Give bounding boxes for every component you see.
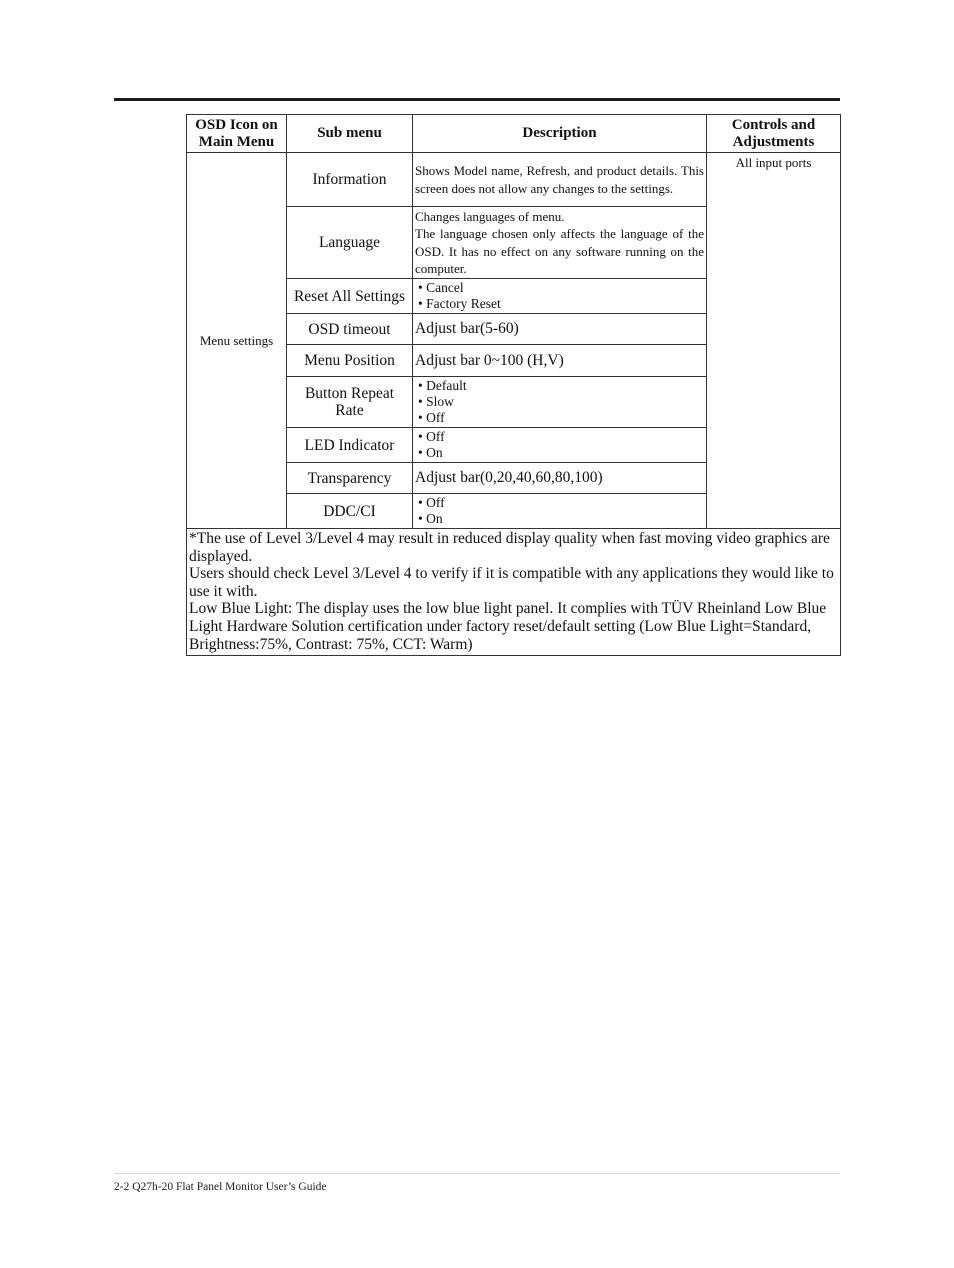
note-low-blue-light: Low Blue Light: The display uses the low blue light panel. It complies with TÜV Rheinland Low Blue Light Hardware Solution certification under factory reset/default setting (Low Blue Light=Standard, Brightness:75%, Contrast: 75%, CCT: Warm): [189, 600, 827, 653]
description-cell: [413, 207, 707, 279]
notes-cell: [187, 529, 841, 656]
sub-menu-cell: Information: [287, 153, 413, 207]
header-controls: Controls and Adjustments: [707, 115, 841, 153]
option-item: • Default: [418, 378, 467, 393]
header-osd-icon: OSD Icon on Main Menu: [187, 115, 287, 153]
options-cell: [413, 279, 707, 314]
sub-menu-cell: Button Repeat Rate: [287, 377, 413, 428]
note-level-quality: *The use of Level 3/Level 4 may result in reduced display quality when fast moving video graphics are displayed.: [189, 530, 830, 565]
top-rule: [114, 98, 840, 101]
option-item: • On: [418, 445, 443, 460]
header-sub-menu: Sub menu: [287, 115, 413, 153]
sub-menu-cell: DDC/CI: [287, 494, 413, 529]
option-item: • On: [418, 511, 443, 526]
description-cell: Adjust bar 0~100 (H,V): [413, 345, 707, 377]
description-line: The language chosen only affects the language of the OSD. It has no effect on any software running on the computer.: [415, 226, 704, 276]
options-cell: [413, 428, 707, 463]
description-cell: Adjust bar(0,20,40,60,80,100): [413, 463, 707, 494]
table-row: [187, 153, 841, 207]
option-item: • Cancel: [418, 280, 464, 295]
option-item: • Factory Reset: [418, 296, 501, 311]
option-item: • Off: [418, 410, 445, 425]
sub-menu-cell: Menu Position: [287, 345, 413, 377]
sub-menu-cell: Reset All Settings: [287, 279, 413, 314]
osd-settings-table: [186, 114, 841, 656]
sub-menu-cell: Transparency: [287, 463, 413, 494]
notes-row: [187, 529, 841, 656]
sub-menu-cell: Language: [287, 207, 413, 279]
sub-menu-cell: LED Indicator: [287, 428, 413, 463]
option-item: • Off: [418, 495, 445, 510]
controls-cell: All input ports: [707, 153, 841, 529]
osd-icon-cell: Menu settings: [187, 153, 287, 529]
header-description: Description: [413, 115, 707, 153]
description-line: Changes languages of menu.: [415, 208, 565, 224]
page-footer: 2-2 Q27h-20 Flat Panel Monitor User’s Guide: [114, 1181, 327, 1193]
table-header-row: [187, 115, 841, 153]
description-cell: Adjust bar(5-60): [413, 314, 707, 345]
footer-rule: [114, 1173, 840, 1174]
description-cell: Shows Model name, Refresh, and product details. This screen does not allow any changes to the settings.: [413, 153, 707, 207]
note-level-compat: Users should check Level 3/Level 4 to verify if it is compatible with any applications they would like to use it with.: [189, 565, 834, 600]
options-cell: [413, 494, 707, 529]
options-cell: [413, 377, 707, 428]
option-item: • Off: [418, 429, 445, 444]
option-item: • Slow: [418, 394, 454, 409]
sub-menu-cell: OSD timeout: [287, 314, 413, 345]
